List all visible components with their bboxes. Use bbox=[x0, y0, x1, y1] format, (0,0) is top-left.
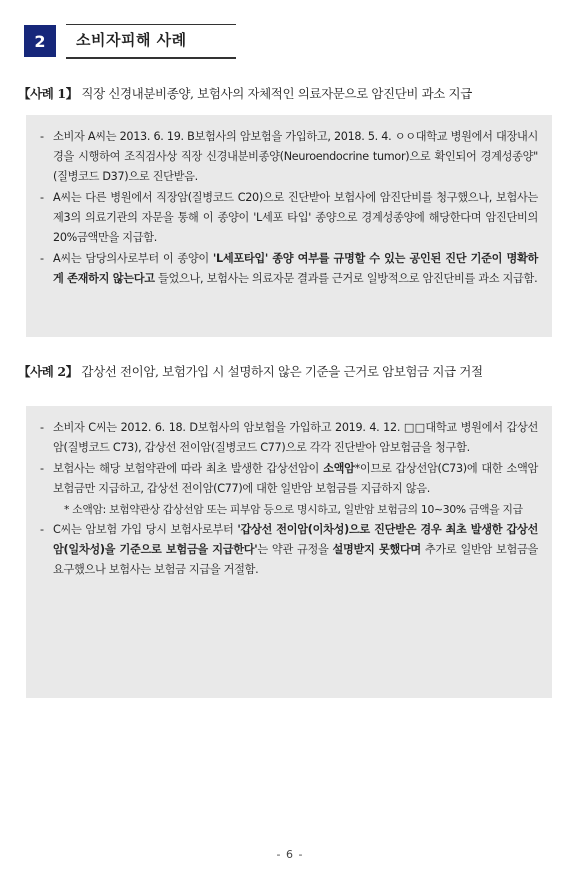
body-text: 는 약관 규정을 bbox=[257, 543, 333, 556]
bullet-dash: - bbox=[40, 130, 44, 143]
case1-title: 직장 신경내분비종양, 보험사의 자체적인 의료자문으로 암진단비 과소 지급 bbox=[81, 86, 472, 101]
case2-item bbox=[40, 459, 538, 499]
body-text: 들었으나, 보험사는 의료자문 결과를 근거로 일방적으로 암진단비를 과소 지급함. bbox=[154, 272, 538, 285]
case1-heading bbox=[18, 84, 472, 102]
case1-label: 【사례 1】 bbox=[18, 86, 78, 101]
case2-items bbox=[40, 418, 538, 499]
case2-item bbox=[40, 418, 538, 458]
case2-note-text: * 소액암: 보험약관상 갑상선암 또는 피부암 등으로 명시하고, 일반암 보험금의 10∼30% 금액을 지급 bbox=[64, 503, 523, 516]
body-text: 보험사는 해당 보험약관에 따라 최초 발생한 갑상선암이 bbox=[53, 462, 324, 475]
header-rule-bottom bbox=[66, 57, 236, 59]
header-rule-top bbox=[66, 24, 236, 25]
bullet-dash: - bbox=[40, 421, 44, 434]
case2-heading bbox=[18, 362, 483, 380]
body-text: A씨는 담당의사로부터 이 종양이 bbox=[53, 252, 213, 265]
case2-items-2 bbox=[40, 520, 538, 580]
body-text: 소비자 A씨는 2013. 6. 19. B보험사의 암보험을 가입하고, 2018. 5. 4. ㅇㅇ대학교 병원에서 대장내시경을 시행하여 조직검사상 직장 신경내분비종양(Neuroendocrine tumor)으로 확인되어 경계성종양"(질병코드 D37)으로 진단받음. bbox=[53, 130, 538, 183]
bullet-dash: - bbox=[40, 191, 44, 204]
emphasized-text: 'L세포타입' 종양 여부를 규명할 수 있는 공인된 진단 기준이 명확하게 존재하지 않는다고 bbox=[53, 252, 538, 285]
body-text: 소비자 C씨는 2012. 6. 18. D보험사의 암보험을 가입하고 2019. 4. 12. □□대학교 병원에서 갑상선암(질병코드 C73), 갑상선 전이암(질병코드 C77)으로 각각 진단받아 암보험금을 청구함. bbox=[53, 421, 538, 454]
case1-box bbox=[26, 115, 552, 337]
case2-item bbox=[40, 520, 538, 580]
case2-title: 갑상선 전이암, 보험가입 시 설명하지 않은 기준을 근거로 암보험금 지급 거절 bbox=[81, 364, 483, 379]
case2-box bbox=[26, 406, 552, 698]
bullet-dash: - bbox=[40, 252, 44, 265]
case1-item bbox=[40, 249, 538, 289]
body-text: 추가로 일반암 보험금을 요구했으나 보험사는 보험금 지급을 거절함. bbox=[53, 543, 539, 576]
section-header bbox=[24, 18, 236, 64]
section-title: 소비자피해 사례 bbox=[76, 31, 187, 49]
bullet-dash: - bbox=[40, 462, 44, 475]
body-text: *이므로 갑상선암(C73)에 대한 소액암 보험금만 지급하고, 갑상선 전이암(C77)에 대한 일반암 보험금를 지급하지 않음. bbox=[53, 462, 538, 495]
body-text: C씨는 암보험 가입 당시 보험사로부터 bbox=[53, 523, 238, 536]
case2-note bbox=[40, 500, 538, 520]
case2-label: 【사례 2】 bbox=[18, 364, 78, 379]
bullet-dash: - bbox=[40, 523, 44, 536]
emphasized-text: 설명받지 못했다며 bbox=[332, 543, 421, 556]
body-text: A씨는 다른 병원에서 직장암(질병코드 C20)으로 진단받아 보험사에 암진단비를 청구했으나, 보험사는 제3의 의료기관의 자문을 통해 이 종양이 'L세포 타입' 종양으로 경계성종양에 해당한다며 암진단비의 20%금액만을 지급함. bbox=[53, 191, 538, 244]
emphasized-text: 소액암 bbox=[323, 462, 355, 475]
section-number: 2 bbox=[24, 25, 56, 57]
case1-item bbox=[40, 127, 538, 187]
case1-item bbox=[40, 188, 538, 248]
page-number: - 6 - bbox=[276, 848, 304, 861]
emphasized-text: '갑상선 전이암(이차성)으로 진단받은 경우 최초 발생한 갑상선암(일차성)을 기준으로 보험금을 지급한다' bbox=[53, 523, 538, 556]
